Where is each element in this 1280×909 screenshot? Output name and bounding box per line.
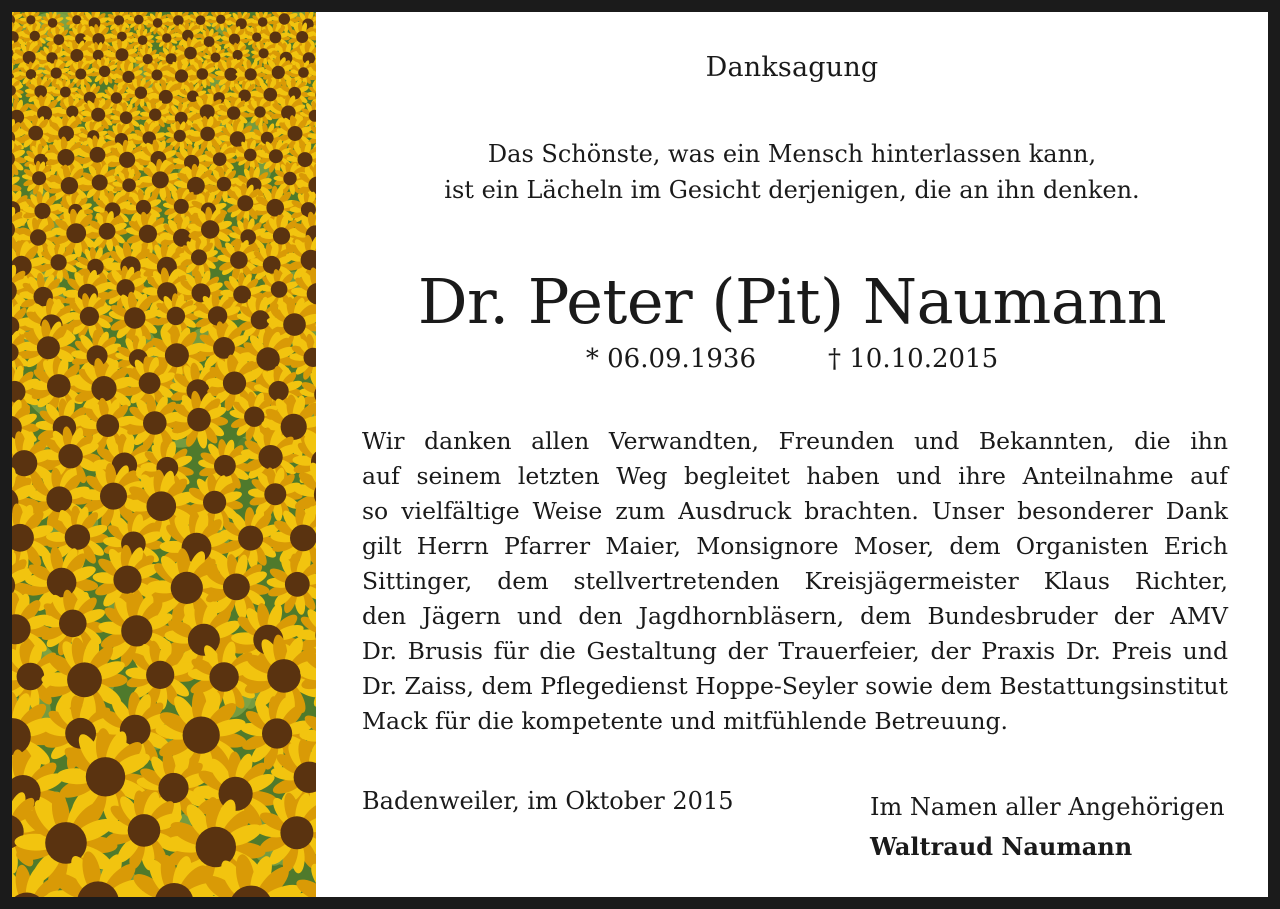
birth-date: * 06.09.1936 [585,344,756,374]
signature-block [870,787,1225,867]
body-line: Sittinger, dem stellvertretenden Kreisjägermeister Klaus Richter, [362,567,1228,595]
obituary-notice [12,12,1268,897]
on-behalf-line: Im Namen aller Angehörigen [870,793,1225,821]
memorial-quote [316,136,1268,208]
body-line: Wir danken allen Verwandten, Freunden und Bekannten, die ihn [362,427,1228,455]
body-line: Mack für die kompetente und mitfühlende Betreuung. [362,707,1008,735]
notice-heading: Danksagung [705,52,879,83]
thank-you-text [362,424,1228,739]
notice-content [316,12,1268,897]
quote-line: ist ein Lächeln im Gesicht derjenigen, die an ihn denken. [444,176,1140,204]
body-line: Dr. Brusis für die Gestaltung der Trauerfeier, der Praxis Dr. Preis und [362,637,1228,665]
body-line: so vielfältige Weise zum Ausdruck brachten. Unser besonderer Dank [362,497,1228,525]
place-date: Badenweiler, im Oktober 2015 [362,787,734,815]
sunflower-photo [12,12,316,897]
death-date: † 10.10.2015 [828,344,999,374]
life-dates [316,344,1268,374]
sunflower-field-image [12,12,316,897]
body-line: Dr. Zaiss, dem Pflegedienst Hoppe-Seyler sowie dem Bestattungsinstitut [362,672,1228,700]
signer-name: Waltraud Naumann [870,832,1133,861]
body-line: gilt Herrn Pfarrer Maier, Monsignore Moser, dem Organisten Erich [362,532,1228,560]
quote-line: Das Schönste, was ein Mensch hinterlassen kann, [487,140,1097,168]
body-line: auf seinem letzten Weg begleitet haben und ihre Anteilnahme auf [362,462,1228,490]
deceased-name: Dr. Peter (Pit) Naumann [417,265,1167,338]
body-line: den Jägern und den Jagdhornbläsern, dem Bundesbruder der AMV [362,602,1228,630]
